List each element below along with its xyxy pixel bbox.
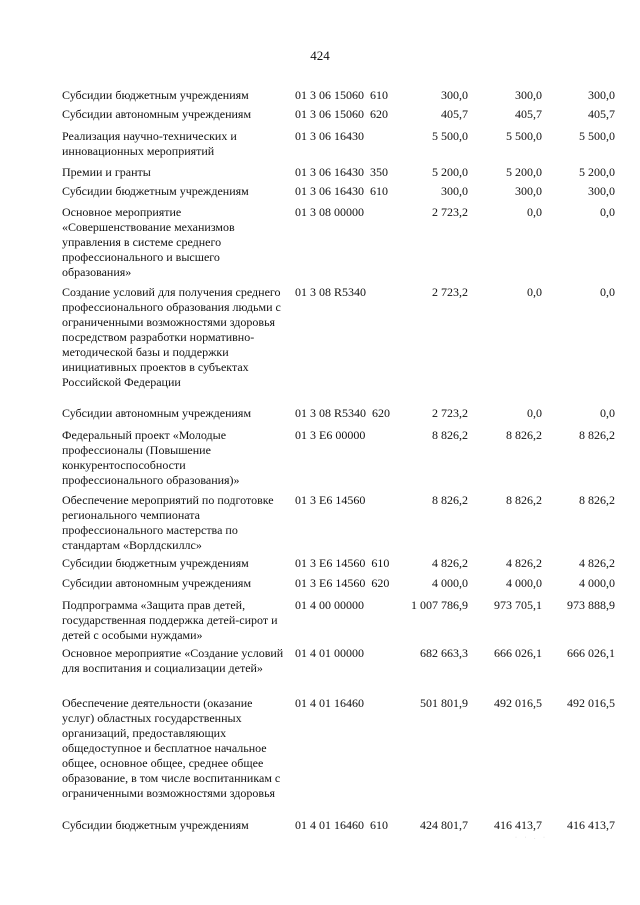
- row-value-3: 973 888,9: [567, 598, 615, 612]
- row-name: Обеспечение деятельности (оказание услуг) областных государственных организаций, предоставляющих общедоступное и бесплатное начальное общее, основное общее, среднее общее образование, в том числе воспитанникам с ограниченными возможностями здоровья: [62, 696, 281, 800]
- row-value-3: 5 500,0: [579, 129, 615, 143]
- row-value-3: 416 413,7: [567, 818, 615, 832]
- row-value-2: 300,0: [515, 184, 542, 198]
- row-value-2: 8 826,2: [506, 428, 542, 442]
- row-value-1: 2 723,2: [432, 406, 468, 420]
- row-value-3: 8 826,2: [579, 428, 615, 442]
- row-code: 01 3 06 16430 610: [295, 184, 388, 198]
- row-value-2: 405,7: [515, 107, 542, 121]
- row-code: 01 3 08 R5340: [295, 285, 367, 299]
- row-code: 01 4 01 16460 610: [295, 818, 388, 832]
- row-code: 01 3 08 00000: [295, 205, 364, 219]
- row-name: Основное мероприятие «Создание условий для воспитания и социализации детей»: [62, 646, 284, 675]
- row-value-2: 416 413,7: [494, 818, 542, 832]
- row-value-1: 424 801,7: [420, 818, 468, 832]
- row-value-1: 682 663,3: [420, 646, 468, 660]
- row-value-2: 5 500,0: [506, 129, 542, 143]
- row-name: Субсидии бюджетным учреждениям: [62, 184, 249, 198]
- row-value-3: 300,0: [588, 184, 615, 198]
- row-name: Субсидии бюджетным учреждениям: [62, 556, 249, 570]
- row-value-2: 0,0: [527, 205, 542, 219]
- row-value-3: 4 000,0: [579, 576, 615, 590]
- row-value-1: 4 000,0: [432, 576, 468, 590]
- row-value-2: 666 026,1: [494, 646, 542, 660]
- row-value-2: 300,0: [515, 88, 542, 102]
- row-value-1: 1 007 786,9: [411, 598, 468, 612]
- row-value-3: 4 826,2: [579, 556, 615, 570]
- row-code: 01 3 08 R5340 620: [295, 406, 391, 420]
- row-value-3: 0,0: [600, 406, 615, 420]
- row-value-2: 492 016,5: [494, 696, 542, 710]
- row-name: Субсидии бюджетным учреждениям: [62, 818, 249, 832]
- row-code: 01 3 Е6 14560: [295, 493, 366, 507]
- row-name: Субсидии автономным учреждениям: [62, 576, 252, 590]
- row-code: 01 4 01 16460: [295, 696, 364, 710]
- row-value-2: 4 826,2: [506, 556, 542, 570]
- row-value-3: 8 826,2: [579, 493, 615, 507]
- row-name: Подпрограмма «Защита прав детей, государственная поддержка детей-сирот и детей с особыми нуждами»: [62, 598, 278, 642]
- row-value-1: 8 826,2: [432, 428, 468, 442]
- row-value-1: 2 723,2: [432, 205, 468, 219]
- row-code: 01 3 06 16430: [295, 129, 364, 143]
- row-code: 01 3 06 15060 620: [295, 107, 388, 121]
- row-value-1: 405,7: [441, 107, 468, 121]
- row-value-3: 5 200,0: [579, 165, 615, 179]
- row-code: 01 3 06 15060 610: [295, 88, 388, 102]
- row-name: Субсидии автономным учреждениям: [62, 406, 252, 420]
- row-value-3: 492 016,5: [567, 696, 615, 710]
- row-value-1: 300,0: [441, 88, 468, 102]
- row-value-2: 5 200,0: [506, 165, 542, 179]
- row-value-2: 8 826,2: [506, 493, 542, 507]
- row-name: Обеспечение мероприятий по подготовке регионального чемпионата профессионального мастерства по стандартам «Ворлдскиллс»: [62, 493, 274, 552]
- row-value-1: 501 801,9: [420, 696, 468, 710]
- row-value-2: 0,0: [527, 406, 542, 420]
- row-name: Субсидии автономным учреждениям: [62, 107, 252, 121]
- row-value-3: 0,0: [600, 285, 615, 299]
- scan-noise: · · . ·: [515, 835, 548, 841]
- row-value-1: 4 826,2: [432, 556, 468, 570]
- row-value-2: 0,0: [527, 285, 542, 299]
- row-code: 01 3 Е6 14560 620: [295, 576, 390, 590]
- row-name: Создание условий для получения среднего профессионального образования людьми с ограниченными возможностями здоровья посредством разработки нормативно-методической базы и поддержки инициативных проектов в субъектах Российской Федерации: [62, 285, 281, 389]
- row-value-3: 300,0: [588, 88, 615, 102]
- row-value-1: 5 200,0: [432, 165, 468, 179]
- row-code: 01 4 01 00000: [295, 646, 364, 660]
- row-value-1: 8 826,2: [432, 493, 468, 507]
- row-value-1: 2 723,2: [432, 285, 468, 299]
- row-value-1: 300,0: [441, 184, 468, 198]
- row-value-2: 973 705,1: [494, 598, 542, 612]
- row-value-3: 405,7: [588, 107, 615, 121]
- row-value-3: 0,0: [600, 205, 615, 219]
- row-name: Субсидии бюджетным учреждениям: [62, 88, 249, 102]
- row-code: 01 3 Е6 14560 610: [295, 556, 390, 570]
- row-value-3: 666 026,1: [567, 646, 615, 660]
- row-name: Основное мероприятие «Совершенствование механизмов управления в системе среднего профессионального и высшего образования»: [62, 205, 235, 279]
- row-value-1: 5 500,0: [432, 129, 468, 143]
- row-code: 01 3 06 16430 350: [295, 165, 388, 179]
- row-name: Реализация научно-технических и инновационных мероприятий: [62, 129, 237, 158]
- row-name: Федеральный проект «Молодые профессионалы (Повышение конкурентоспособности профессионального образования)»: [62, 428, 240, 487]
- row-value-2: 4 000,0: [506, 576, 542, 590]
- row-name: Премии и гранты: [62, 165, 151, 179]
- row-code: 01 3 Е6 00000: [295, 428, 366, 442]
- page-number: 424: [310, 48, 330, 63]
- row-code: 01 4 00 00000: [295, 598, 364, 612]
